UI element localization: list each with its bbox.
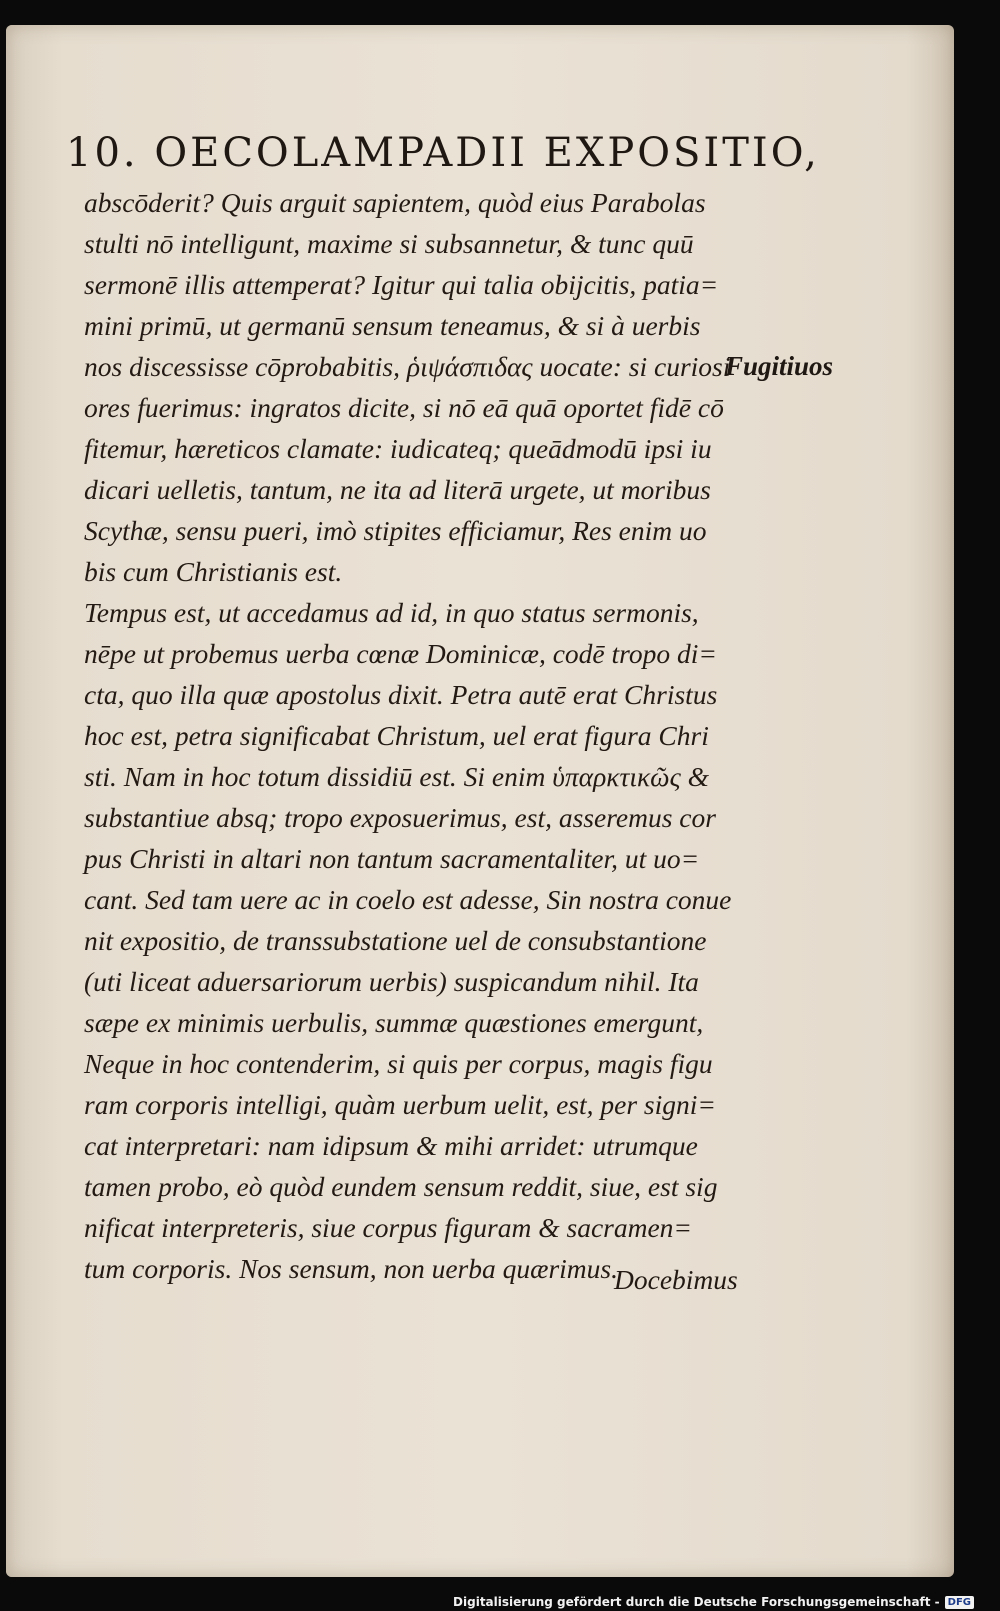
- text-line: fitemur, hæreticos clamate: iudicateq; queādmodū ipsi iu: [84, 433, 712, 464]
- text-line: bis cum Christianis est.: [84, 556, 343, 587]
- credit-text: Digitalisierung gefördert durch die Deutsche Forschungsgemeinschaft -: [453, 1595, 940, 1609]
- catchword: Docebimus: [614, 1264, 738, 1295]
- text-line: Tempus est, ut accedamus ad id, in quo status sermonis,: [84, 597, 699, 628]
- text-line: Scythæ, sensu pueri, imò stipites efficiamur, Res enim uo: [84, 515, 707, 546]
- text-line: ores fuerimus: ingratos dicite, si nō eā quā oportet fidē cō: [84, 392, 724, 423]
- running-header: 10. OECOLAMPADII EXPOSITIO,: [66, 130, 820, 176]
- text-line: tum corporis. Nos sensum, non uerba quærimus.: [84, 1253, 618, 1284]
- text-line: sti. Nam in hoc totum dissidiū est. Si enim ὑπαρκτικῶς &: [84, 761, 710, 792]
- text-line: sæpe ex minimis uerbulis, summæ quæstiones emergunt,: [84, 1007, 704, 1038]
- text-line: mini primū, ut germanū sensum teneamus, & si à uerbis: [84, 310, 701, 341]
- text-line: cant. Sed tam uere ac in coelo est adesse, Sin nostra conue: [84, 884, 732, 915]
- text-line: hoc est, petra significabat Christum, uel erat figura Chri: [84, 720, 709, 751]
- marginal-note: Fugitiuos: [725, 351, 834, 381]
- text-line: pus Christi in altari non tantum sacramentaliter, ut uo=: [84, 843, 700, 874]
- text-line: abscōderit? Quis arguit sapientem, quòd eius Parabolas: [84, 187, 706, 218]
- text-line: tamen probo, eò quòd eundem sensum reddit, siue, est sig: [84, 1171, 718, 1202]
- body-text: [84, 182, 764, 1289]
- dfg-logo: DFG: [945, 1596, 974, 1609]
- text-line: Neque in hoc contenderim, si quis per corpus, magis figu: [84, 1048, 713, 1079]
- text-line: nit expositio, de transsubstatione uel de consubstantione: [84, 925, 707, 956]
- text-line: ram corporis intelligi, quàm uerbum uelit, est, per signi=: [84, 1089, 716, 1120]
- text-line: dicari uelletis, tantum, ne ita ad literā urgete, ut moribus: [84, 474, 711, 505]
- text-line: stulti nō intelligunt, maxime si subsannetur, & tunc quū: [84, 228, 694, 259]
- digitization-credit: [453, 1595, 974, 1609]
- text-line: cat interpretari: nam idipsum & mihi arridet: utrumque: [84, 1130, 698, 1161]
- text-line: cta, quo illa quæ apostolus dixit. Petra autē erat Christus: [84, 679, 718, 710]
- text-line: substantiue absq; tropo exposuerimus, est, asseremus cor: [84, 802, 716, 833]
- text-line: (uti liceat aduersariorum uerbis) suspicandum nihil. Ita: [84, 966, 699, 997]
- text-line: sermonē illis attemperat? Igitur qui talia obijcitis, patia=: [84, 269, 719, 300]
- text-line: nificat interpreteris, siue corpus figuram & sacramen=: [84, 1212, 692, 1243]
- text-line: nēpe ut probemus uerba cœnæ Dominicæ, codē tropo di=: [84, 638, 717, 669]
- text-line: nos discessisse cōprobabitis, ῥιψάσπιδας uocate: si curiosi: [84, 351, 731, 382]
